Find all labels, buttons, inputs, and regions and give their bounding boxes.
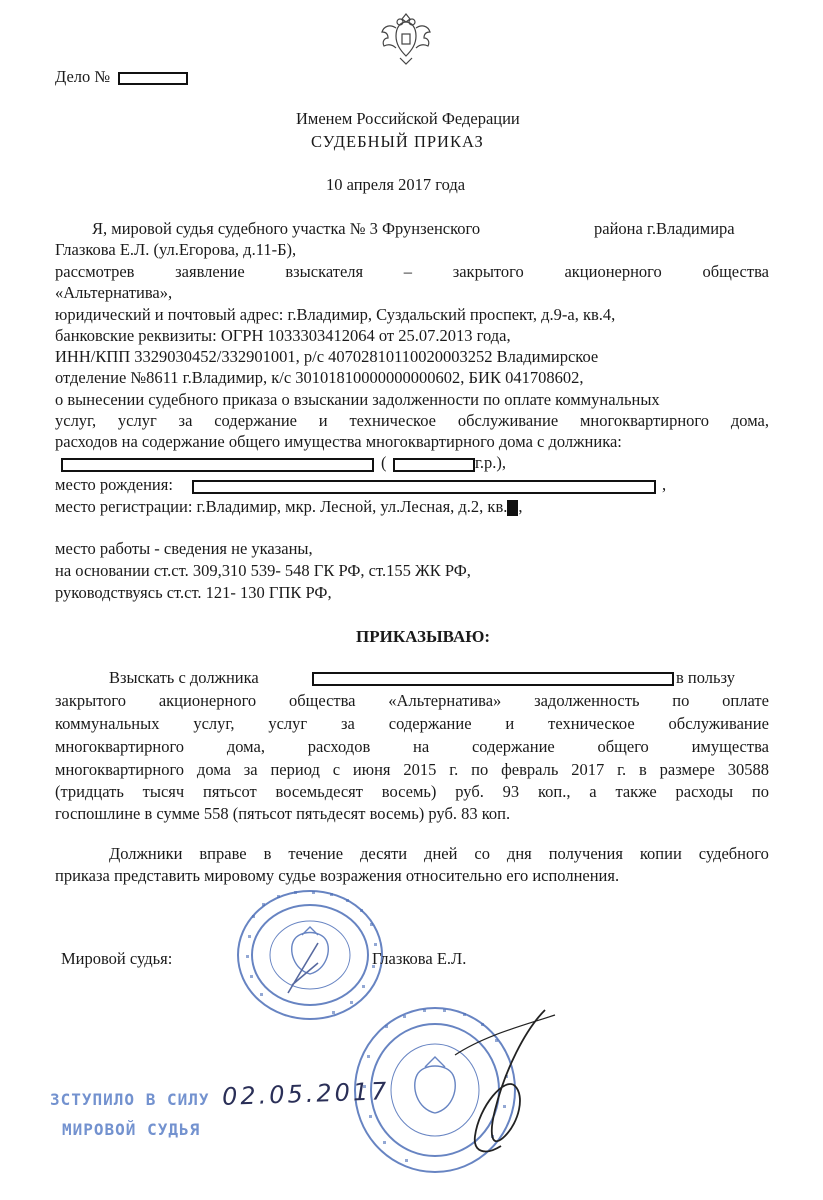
- document-title: СУДЕБНЫЙ ПРИКАЗ: [311, 132, 484, 151]
- signature-name: Глазкова Е.Л.: [372, 949, 467, 968]
- order-p1-end: в пользу: [676, 668, 735, 687]
- order-p1-line3: коммунальных услуг, услуг за содержание и техническое обслуживание: [55, 714, 769, 733]
- redaction-box: [118, 72, 188, 85]
- intro-line-4: «Альтернатива»,: [55, 283, 173, 302]
- legal-basis-line: на основании ст.ст. 309,310 539- 548 ГК РФ, ст.155 ЖК РФ,: [55, 561, 471, 580]
- intro-line-1b: района г.Владимира: [594, 219, 735, 238]
- debtor-redaction: [312, 672, 674, 686]
- debtor-birth-paren: (: [381, 453, 387, 472]
- debtor-birth-year-label: г.р.),: [475, 453, 507, 472]
- order-p2-line2: приказа представить мировому судье возражения относительно его исполнения.: [55, 866, 620, 885]
- birth-place-comma: ,: [662, 475, 667, 494]
- order-p1-start: Взыскать с должника: [109, 668, 259, 687]
- case-number-label: Дело №: [55, 67, 188, 87]
- signature-role: Мировой судья:: [61, 949, 173, 968]
- birth-place-label: место рождения:: [55, 475, 173, 494]
- order-p1-line4: многоквартирного дома, расходов на содержание общего имущества: [55, 737, 769, 756]
- debtor-name-redaction: [61, 458, 374, 472]
- intro-line-1a: Я, мировой судья судебного участка № 3 Фрунзенского: [92, 219, 481, 238]
- order-heading: ПРИКАЗЫВАЮ:: [356, 627, 491, 646]
- handwritten-date: 02.05.2017: [221, 1077, 390, 1111]
- intro-line-3: рассмотрев заявление взыскателя – закрытого акционерного общества: [55, 262, 769, 281]
- entered-into-force-stamp: [50, 1085, 210, 1145]
- intro-line-6: банковские реквизиты: ОГРН 1033303412064 от 25.07.2013 года,: [55, 326, 511, 345]
- title-line1: Именем Российской Федерации: [296, 109, 520, 128]
- intro-line-5: юридический и почтовый адрес: г.Владимир, Суздальский проспект, д.9-а, кв.4,: [55, 305, 616, 324]
- intro-line-9: о вынесении судебного приказа о взыскании задолженности по оплате коммунальных: [55, 390, 660, 409]
- order-p1-line6: (тридцать тысяч пятьсот восемьдесят восемь) руб. 93 коп., а также расходы по: [55, 782, 769, 801]
- intro-line-2: Глазкова Е.Л. (ул.Егорова, д.11-Б),: [55, 240, 297, 259]
- order-p2-line1: Должники вправе в течение десяти дней со дня получения копии судебного: [109, 844, 769, 863]
- intro-line-10: услуг, услуг за содержание и техническое обслуживание многоквартирного дома,: [55, 411, 769, 430]
- entered-stamp-line1: ЗСТУПИЛО В СИЛУ: [50, 1090, 210, 1109]
- intro-line-11: расходов на содержание общего имущества многоквартирного дома с должника:: [55, 432, 622, 451]
- intro-line-7: ИНН/КПП 3329030452/332901001, р/с 40702810110020003252 Владимирское: [55, 347, 599, 366]
- entered-stamp-line2: МИРОВОЙ СУДЬЯ: [62, 1120, 201, 1139]
- birth-place-redaction: [192, 480, 656, 494]
- order-p1-line5: многоквартирного дома за период с июня 2015 г. по февраль 2017 г. в размере 30588: [55, 760, 769, 779]
- apartment-redaction: [507, 500, 518, 516]
- order-p1-line2: закрытого акционерного общества «Альтернатива» задолженность по оплате: [55, 691, 769, 710]
- debtor-year-redaction: [393, 458, 475, 472]
- workplace-line: место работы - сведения не указаны,: [55, 539, 313, 558]
- coat-of-arms-icon: [378, 8, 434, 68]
- order-p1-line7: госпошлине в сумме 558 (пятьсот пятьдесят восемь) руб. 83 коп.: [55, 804, 511, 823]
- intro-line-8: отделение №8611 г.Владимир, к/с 30101810000000000602, БИК 041708602,: [55, 368, 584, 387]
- document-date: 10 апреля 2017 года: [326, 175, 466, 194]
- registration-line: место регистрации: г.Владимир, мкр. Лесной, ул.Лесная, д.2, кв. ,: [55, 497, 523, 516]
- procedure-line: руководствуясь ст.ст. 121- 130 ГПК РФ,: [55, 583, 332, 602]
